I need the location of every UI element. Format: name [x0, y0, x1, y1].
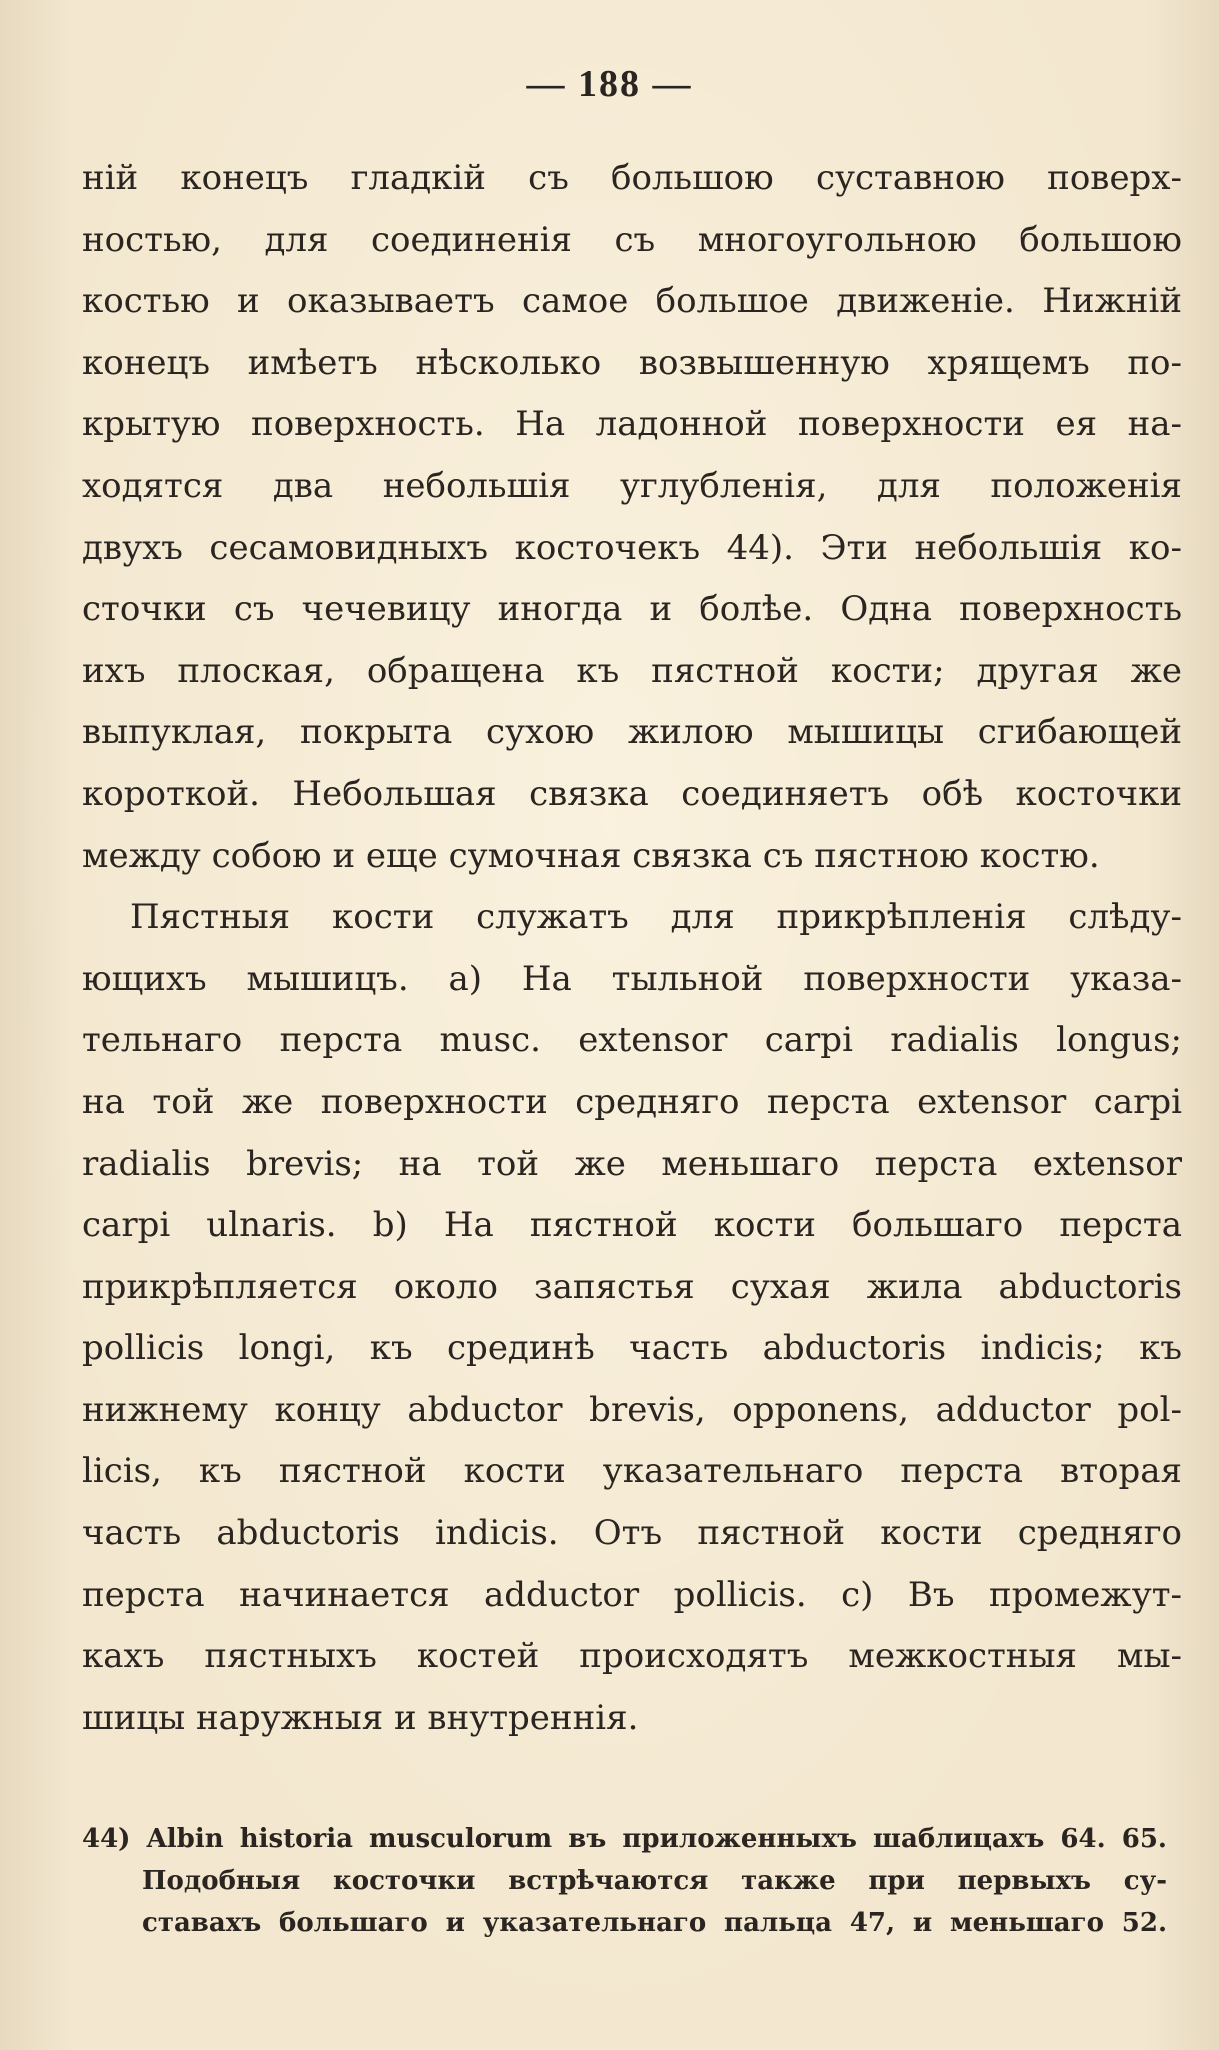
text-line: перста начинается adductor pollicis. c) Въ промежут- — [82, 1574, 1182, 1615]
text-line: короткой. Небольшая связка соединяетъ обѣ косточки — [82, 773, 1182, 814]
text-line: конецъ имѣетъ нѣсколько возвышенную хрящемъ по- — [82, 342, 1182, 383]
text-line: костью и оказываетъ самое большое движеніе. Нижній — [82, 281, 1182, 322]
text-line: выпуклая, покрыта сухою жилою мышицы сгибающей — [82, 712, 1182, 753]
text-line: крытую поверхность. На ладонной поверхности ея на- — [82, 404, 1182, 445]
text-line: ющихъ мышицъ. a) На тыльной поверхности указа- — [82, 958, 1182, 999]
text-line: carpi ulnaris. b) На пястной кости большаго перста — [82, 1205, 1182, 1246]
text-line: Пястныя кости служатъ для прикрѣпленія слѣду- — [130, 897, 1182, 938]
text-line: прикрѣпляется около запястья сухая жила abductoris — [82, 1266, 1182, 1307]
footnote-line: 44) Albin historia musculorum въ приложенныхъ шаблицахъ 64. 65. — [82, 1824, 1167, 1854]
text-line: ностью, для соединенія съ многоугольною большою — [82, 219, 1182, 260]
text-line: кахъ пястныхъ костей происходятъ межкостныя мы- — [82, 1636, 1182, 1677]
text-line: на той же поверхности средняго перста extensor carpi — [82, 1081, 1182, 1122]
text-line: часть abductoris indicis. Отъ пястной кости средняго — [82, 1513, 1182, 1554]
footnote-line: Подобныя косточки встрѣчаются также при первыхъ су- — [142, 1866, 1167, 1896]
text-line: pollicis longi, къ срединѣ часть abductoris indicis; къ — [82, 1328, 1182, 1369]
main-text-block — [82, 148, 1182, 1749]
text-line: ходятся два небольшія углубленія, для положенія — [82, 465, 1182, 506]
text-line: radialis brevis; на той же меньшаго перста extensor — [82, 1143, 1182, 1184]
text-line: нижнему концу abductor brevis, opponens, adductor pol- — [82, 1389, 1182, 1430]
page-number: — 188 — — [526, 63, 693, 105]
text-line: ній конецъ гладкій съ большою суставною поверх- — [82, 158, 1182, 198]
text-line: тельнаго перста musc. extensor carpi radialis longus; — [82, 1020, 1182, 1061]
text-line: licis, къ пястной кости указательнаго перста вторая — [82, 1451, 1182, 1492]
text-line: сточки съ чечевицу иногда и болѣе. Одна поверхность — [82, 589, 1182, 630]
text-line: ихъ плоская, обращена къ пястной кости; другая же — [82, 650, 1182, 691]
footnote — [82, 1818, 1167, 1944]
text-line: между собою и еще сумочная связка съ пястною костю. — [82, 835, 1100, 876]
text-line: двухъ сесамовидныхъ косточекъ 44). Эти небольшія ко- — [82, 527, 1182, 568]
footnote-line: ставахъ большаго и указательнаго пальца 47, и меньшаго 52. — [142, 1908, 1167, 1938]
text-line: шицы наружныя и внутреннія. — [82, 1697, 639, 1738]
